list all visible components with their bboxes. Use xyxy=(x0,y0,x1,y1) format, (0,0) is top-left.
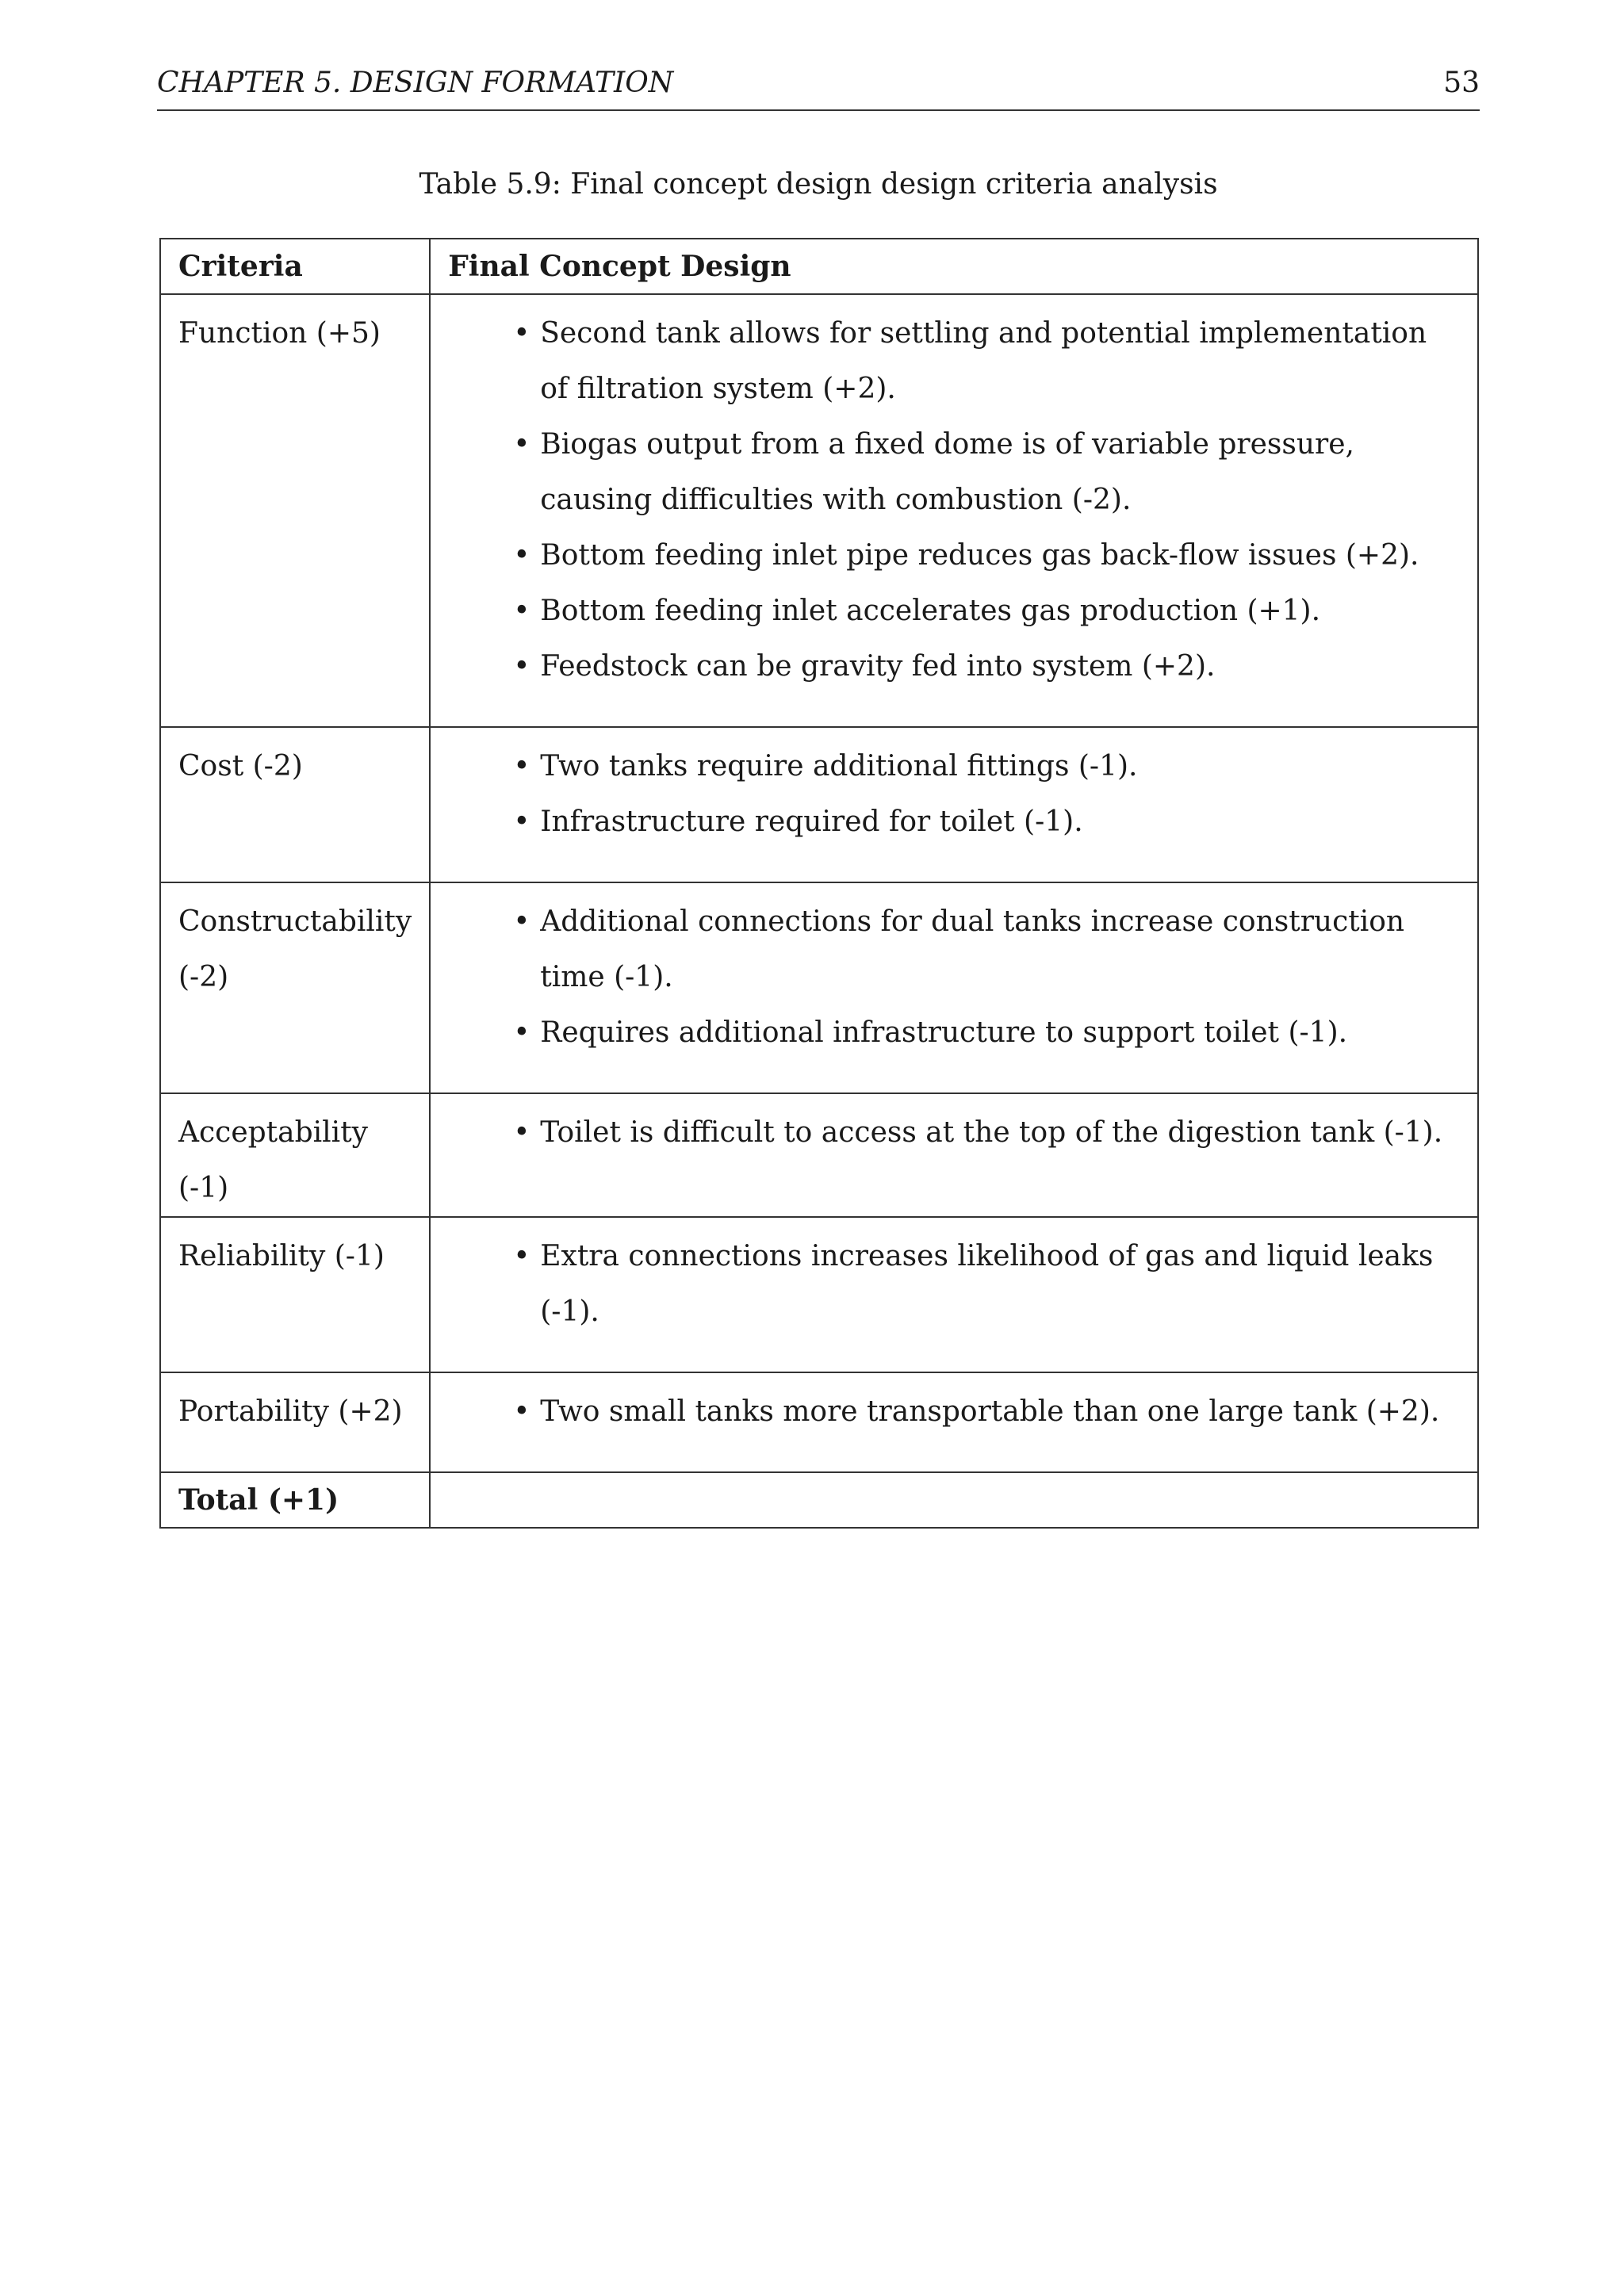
bullet-icon: • xyxy=(513,539,530,572)
bullet-icon: • xyxy=(513,1240,530,1272)
bullet-icon: • xyxy=(513,905,530,938)
criteria-cell: Acceptability (-1) xyxy=(160,1093,430,1217)
list-item-text: Additional connections for dual tanks increase construction time (-1). xyxy=(540,905,1405,993)
table-caption: Table 5.9: Final concept design design criteria analysis xyxy=(419,168,1218,201)
list-item xyxy=(448,794,1460,850)
column-header-final-concept-design: Final Concept Design xyxy=(430,239,1478,294)
column-header-criteria: Criteria xyxy=(160,239,430,294)
bullet-list xyxy=(448,306,1460,695)
list-item xyxy=(448,1229,1460,1340)
list-item-text: Biogas output from a fixed dome is of variable pressure, causing difficulties with combustion (-2). xyxy=(540,428,1354,516)
criteria-cell: Cost (-2) xyxy=(160,727,430,882)
list-item-text: Bottom feeding inlet pipe reduces gas back-flow issues (+2). xyxy=(540,539,1419,572)
total-value xyxy=(430,1472,1478,1528)
list-item xyxy=(448,1384,1460,1440)
list-item xyxy=(448,639,1460,695)
criteria-cell: Function (+5) xyxy=(160,294,430,727)
running-head xyxy=(157,63,1480,111)
table-row xyxy=(160,1372,1478,1472)
criteria-cell: Constructability (-2) xyxy=(160,882,430,1093)
table-row xyxy=(160,294,1478,727)
bullet-icon: • xyxy=(513,1395,530,1428)
table-body xyxy=(160,294,1478,1528)
bullet-icon: • xyxy=(513,806,530,838)
total-label: Total (+1) xyxy=(160,1472,430,1528)
table-row xyxy=(160,1217,1478,1372)
list-item xyxy=(448,528,1460,584)
table-row xyxy=(160,882,1478,1093)
bullet-list xyxy=(448,1229,1460,1340)
list-item-text: Infrastructure required for toilet (-1). xyxy=(540,806,1083,838)
bullet-icon: • xyxy=(513,750,530,783)
bullet-list xyxy=(448,739,1460,850)
points-cell xyxy=(430,1217,1478,1372)
table-header-row xyxy=(160,239,1478,294)
list-item xyxy=(448,306,1460,417)
bullet-list xyxy=(448,1105,1460,1161)
list-item-text: Two small tanks more transportable than one large tank (+2). xyxy=(540,1395,1440,1428)
points-cell xyxy=(430,1093,1478,1217)
list-item xyxy=(448,417,1460,528)
page-number: 53 xyxy=(1443,67,1480,99)
list-item xyxy=(448,1005,1460,1061)
list-item-text: Requires additional infrastructure to support toilet (-1). xyxy=(540,1016,1348,1049)
bullet-icon: • xyxy=(513,595,530,627)
list-item xyxy=(448,1105,1460,1161)
total-row xyxy=(160,1472,1478,1528)
criteria-cell: Reliability (-1) xyxy=(160,1217,430,1372)
list-item-text: Second tank allows for settling and potential implementation of filtration system (+2). xyxy=(540,317,1427,405)
points-cell xyxy=(430,882,1478,1093)
bullet-icon: • xyxy=(513,1116,530,1149)
table-row xyxy=(160,1093,1478,1217)
list-item xyxy=(448,894,1460,1005)
table-row xyxy=(160,727,1478,882)
list-item-text: Extra connections increases likelihood of gas and liquid leaks (-1). xyxy=(540,1240,1434,1328)
bullet-icon: • xyxy=(513,650,530,683)
chapter-title: CHAPTER 5. DESIGN FORMATION xyxy=(157,67,674,99)
bullet-list xyxy=(448,894,1460,1061)
bullet-icon: • xyxy=(513,317,530,350)
list-item xyxy=(448,739,1460,794)
points-cell xyxy=(430,727,1478,882)
criteria-cell: Portability (+2) xyxy=(160,1372,430,1472)
list-item-text: Toilet is difficult to access at the top of the digestion tank (-1). xyxy=(540,1116,1443,1149)
points-cell xyxy=(430,294,1478,727)
list-item-text: Two tanks require additional fittings (-1). xyxy=(540,750,1138,783)
list-item xyxy=(448,584,1460,639)
criteria-table xyxy=(159,238,1479,1529)
bullet-icon: • xyxy=(513,428,530,461)
bullet-icon: • xyxy=(513,1016,530,1049)
bullet-list xyxy=(448,1384,1460,1440)
points-cell xyxy=(430,1372,1478,1472)
list-item-text: Bottom feeding inlet accelerates gas production (+1). xyxy=(540,595,1321,627)
list-item-text: Feedstock can be gravity fed into system (+2). xyxy=(540,650,1216,683)
